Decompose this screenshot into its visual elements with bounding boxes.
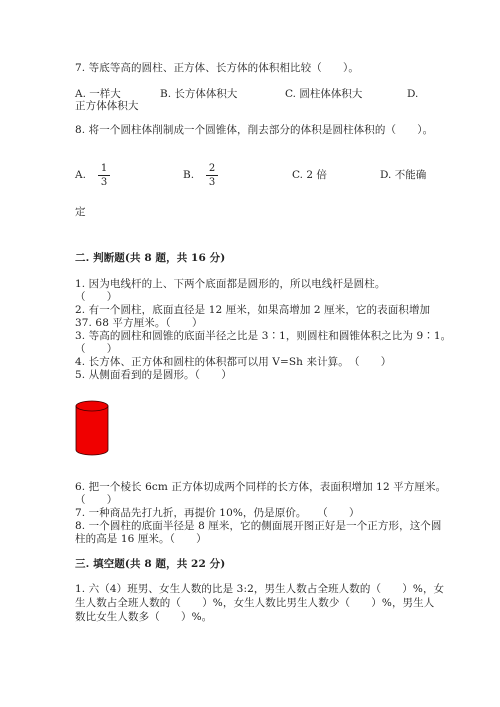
- q8-option-a-fraction: [98, 163, 110, 188]
- q8-option-d[interactable]: D. 不能确: [380, 169, 427, 181]
- q8-stem: 8. 将一个圆柱体削制成一个圆锥体，削去部分的体积是圆柱体积的（ ）。: [75, 124, 434, 136]
- q7-option-d[interactable]: D.: [407, 88, 419, 100]
- judge-item: 6. 把一个棱长 6cm 正方体切成两个同样的长方体，表面积增加 12 平方厘米。: [75, 481, 447, 493]
- q7-option-b[interactable]: B. 长方体体积大: [160, 88, 238, 100]
- fill-item: 数比女生人数多（ ）%。: [75, 611, 213, 623]
- fraction-numerator: 1: [100, 163, 108, 174]
- q8-option-b[interactable]: B.: [183, 169, 195, 181]
- judge-item: 8. 一个圆柱的底面半径是 8 厘米，它的侧面展开图正好是一个正方形，这个圆: [75, 520, 442, 532]
- section-2-title: 二. 判断题(共 8 题，共 16 分): [75, 252, 226, 264]
- fraction-denominator: 3: [100, 177, 108, 188]
- judge-item-bracket[interactable]: （ ）: [75, 291, 118, 303]
- fill-item: 生人数占全班人数的（ ）%，女生人数比男生人数少（ ）%，男生人: [75, 597, 435, 609]
- q7-option-d-continued: 正方体体积大: [75, 100, 139, 112]
- fill-item: 1. 六（4）班男、女生人数的比是 3:2，男生人数占全班人数的（ ）%，女: [75, 583, 445, 595]
- cylinder-top: [76, 401, 108, 411]
- q8-option-d-continued: 定: [75, 206, 86, 218]
- section-3-title: 三. 填空题(共 8 题，共 22 分): [75, 558, 226, 570]
- judge-item: 1. 因为电线杆的上、下两个底面都是圆形的，所以电线杆是圆柱。: [75, 278, 386, 290]
- judge-item-bracket[interactable]: （ ）: [75, 494, 118, 506]
- fraction-numerator: 2: [208, 163, 216, 174]
- q8-option-c[interactable]: C. 2 倍: [292, 169, 327, 181]
- judge-item: 3. 等高的圆柱和圆锥的底面半径之比是 3∶1，则圆柱和圆锥体积之比为 9∶1。: [75, 330, 452, 342]
- judge-item: 2. 有一个圆柱，底面直径是 12 厘米，如果高增加 2 厘米，它的表面积增加: [75, 304, 431, 316]
- q7-option-a[interactable]: A. 一样大: [75, 88, 121, 100]
- q7-option-c[interactable]: C. 圆柱体体积大: [285, 88, 363, 100]
- judge-item: 4. 长方体、正方体和圆柱的体积都可以用 V=Sh 来计算。 （ ）: [75, 356, 392, 368]
- q8-option-a[interactable]: A.: [75, 169, 86, 181]
- cylinder-body: [76, 406, 108, 455]
- judge-item: 5. 从侧面看到的是圆形。（ ）: [75, 369, 232, 381]
- cylinder-figure: [75, 400, 109, 456]
- judge-item: 柱的高是 16 厘米。（ ）: [75, 533, 207, 545]
- judge-item: 7. 一种商品先打九折，再提价 10%，仍是原价。 （ ）: [75, 507, 360, 519]
- fraction-bar: [98, 175, 110, 176]
- judge-item: 37. 68 平方厘米。（ ）: [75, 317, 203, 329]
- q7-stem: 7. 等底等高的圆柱、正方体、长方体的体积相比较（ ）。: [75, 62, 360, 74]
- fraction-bar: [206, 175, 218, 176]
- q8-option-b-fraction: [206, 163, 218, 188]
- judge-item-bracket[interactable]: （ ）: [75, 343, 118, 355]
- fraction-denominator: 3: [208, 177, 216, 188]
